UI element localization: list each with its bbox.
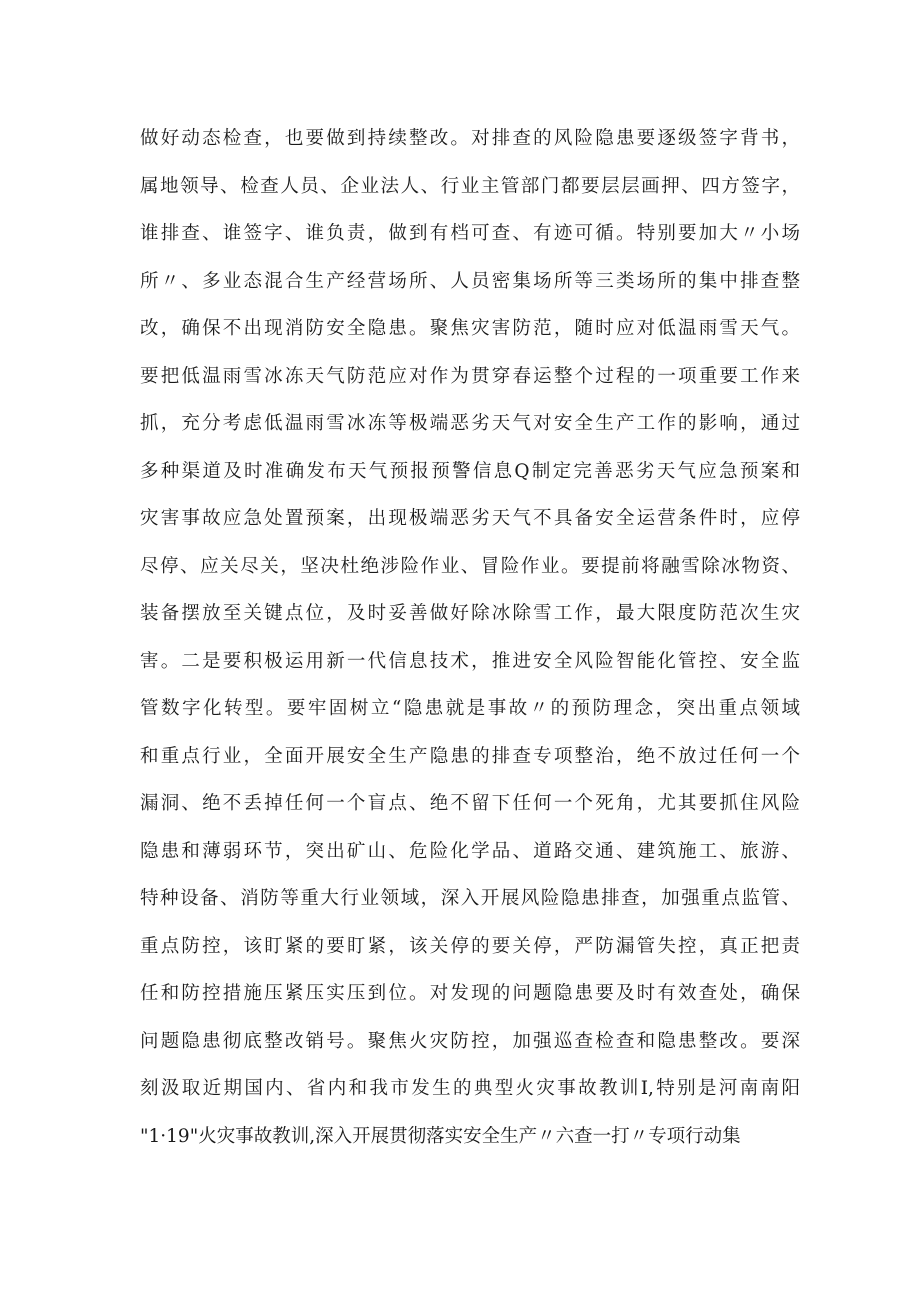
text-line: 漏洞、绝不丢掉任何一个盲点、绝不留下任何一个死角，尤其要抓住风险: [140, 793, 800, 814]
text-line: 刻汲取近期国内、省内和我市发生的典型火灾事故教训I,特别是河南南阳: [140, 1078, 800, 1099]
text-line: 要把低温雨雪冰冻天气防范应对作为贯穿春运整个过程的一项重要工作来: [140, 365, 800, 387]
text-line: 所〃、多业态混合生产经营场所、人员密集场所等三类场所的集中排查整: [140, 270, 800, 292]
text-line: 多种渠道及时准确发布天气预报预警信息Q制定完善恶劣天气应急预案和: [140, 460, 800, 482]
text-line: 装备摆放至关键点位，及时妥善做好除冰除雪工作，最大限度防范次生灾: [140, 603, 800, 624]
text-line: 问题隐患彻底整改销号。聚焦火灾防控，加强巡查检查和隐患整改。要深: [140, 1030, 800, 1052]
text-line: 重点防控，该盯紧的要盯紧，该关停的要关停，严防漏管失控，真正把责: [140, 935, 800, 957]
text-line: 尽停、应关尽关，坚决杜绝涉险作业、冒险作业。要提前将融雪除冰物资、: [140, 555, 800, 577]
text-line: 抓，充分考虑低温雨雪冰冻等极端恶劣天气对安全生产工作的影响，通过: [140, 413, 800, 434]
text-line: 任和防控措施压紧压实压到位。对发现的问题隐患要及时有效查处，确保: [140, 983, 800, 1004]
text-line: 隐患和薄弱环节，突出矿山、危险化学品、道路交通、建筑施工、旅游、: [140, 840, 800, 862]
text-line: 管数字化转型。要牢固树立“隐患就是事故〃的预防理念，突出重点领域: [140, 698, 800, 719]
text-line: 改，确保不出现消防安全隐患。聚焦灾害防范，随时应对低温雨雪天气。: [140, 318, 800, 339]
text-line: 特种设备、消防等重大行业领域，深入开展风险隐患排查，加强重点监管、: [140, 888, 800, 909]
text-line: 谁排查、谁签字、谁负责，做到有档可查、有迹可循。特别要加大〃小场: [140, 223, 800, 244]
text-line: 灾害事故应急处置预案，出现极端恶劣天气不具备安全运营条件时，应停: [140, 508, 800, 529]
text-line: 害。二是要积极运用新一代信息技术，推进安全风险智能化管控、安全监: [140, 650, 800, 672]
text-line: 属地领导、检查人员、企业法人、行业主管部门都要层层画押、四方签字，: [140, 175, 800, 197]
text-line: 做好动态检查，也要做到持续整改。对排查的风险隐患要逐级签字背书，: [140, 128, 800, 149]
body-text: [140, 115, 800, 1160]
text-line: "1·19"火灾事故教训,深入开展贯彻落实安全生产〃六查一打〃专项行动集: [140, 1125, 741, 1147]
text-line: 和重点行业，全面开展安全生产隐患的排查专项整治，绝不放过任何一个: [140, 745, 800, 767]
